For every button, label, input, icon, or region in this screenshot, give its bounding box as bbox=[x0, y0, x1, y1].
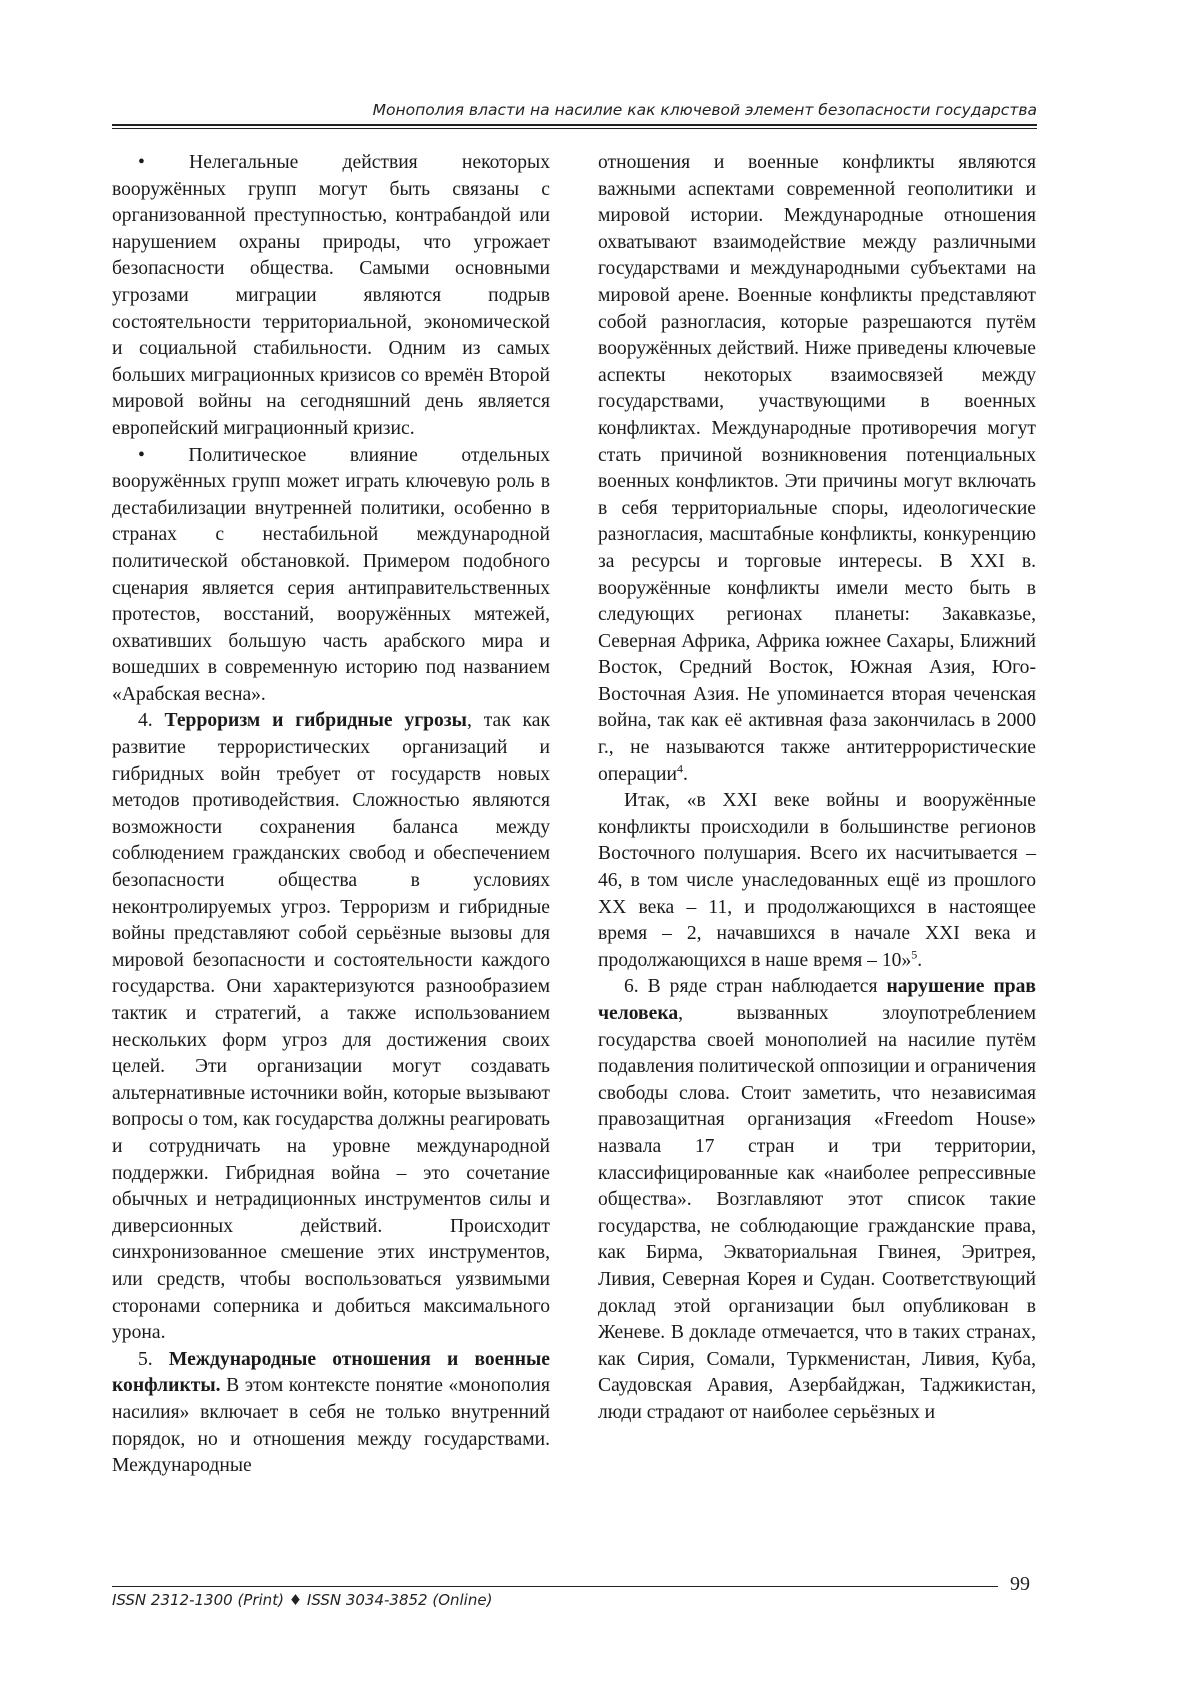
text-international-relations: В этом контексте понятие «монополия насилия» включает в себя не только внутренний порядок, но и отношения между государствами. Международные bbox=[112, 1375, 550, 1477]
item-number-4: 4. bbox=[138, 710, 153, 732]
header-rule-thick bbox=[112, 124, 1037, 126]
left-column bbox=[112, 150, 550, 1480]
text-human-rights: , вызванных злоупотреблением государства своей монополией на насилие путём подавления политической оппозиции и ограничения свободы слова. Стоит заметить, что независимая правозащитная организация «Freedom House» назвала 17 стран и три территории, классифицированные как «наиболее репрессивные общества». Возглавляют этот список такие государства, не соблюдающие гражданские права, как Бирма, Экваториальная Гвинея, Эритрея, Ливия, Северная Корея и Судан. Соответствующий доклад этой организации был опубликован в Женеве. В докладе отмечается, что в таких странах, как Сирия, Сомали, Туркменистан, Ливия, Куба, Саудовская Аравия, Азербайджан, Таджикистан, люди страдают от наиболее серьёзных и bbox=[598, 1003, 1036, 1423]
footnote-ref-4: 4 bbox=[676, 761, 683, 776]
item-number-5: 5. bbox=[138, 1348, 153, 1370]
issn-line: ISSN 2312-1300 (Print) ♦ ISSN 3034-3852 (Online) bbox=[112, 1591, 493, 1609]
heading-human-rights: нарушение прав человека bbox=[598, 976, 1037, 1024]
item-number-6: 6. В ряде стран наблюдается bbox=[624, 976, 887, 998]
running-title: Монополия власти на насилие как ключевой элемент безопасности государства bbox=[372, 101, 1037, 119]
paragraph-conflicts-continued: отношения и военные конфликты являются важными аспектами современной геополитики и мировой истории. Международные отношения охватывают взаимодействие между различными государствами и международными субъектами на мировой арене. Военные конфликты представляют собой разногласия, которые разрешаются путём вооружённых действий. Ниже приведены ключевые аспекты некоторых взаимосвязей между государствами, участвующими в военных конфликтах. Международные противоречия могут стать причиной возникновения потенциальных военных конфликтов. Эти причины могут включать в себя территориальные споры, идеологические разногласия, масштабные конфликты, конкуренцию за ресурсы и торговые интересы. В XXI в. вооружённые конфликты имели место быть в следующих регионах планеты: Закавказье, Северная Африка, Африка южнее Сахары, Ближний Восток, Средний Восток, Южная Азия, Юго-Восточная Азия. Не упоминается вторая чеченская война, так как её активная фаза закончилась в 2000 г., не называются также антитеррористические операции$^4$. bbox=[598, 152, 1036, 785]
footer-rule bbox=[112, 1586, 998, 1587]
paragraph-terrorism bbox=[112, 708, 550, 1346]
header-rule-thin bbox=[112, 128, 1037, 129]
paragraph-illegal-actions: • Нелегальные действия некоторых вооружённых групп могут быть связаны с организованной преступностью, контрабандой или нарушением охраны природы, что угрожает безопасности общества. Самыми основными угрозами миграции являются подрыв состоятельности территориальной, экономической и социальной стабильности. Одним из самых больших миграционных кризисов со времён Второй мировой войны на сегодняшний день является европейский миграционный кризис. bbox=[112, 152, 550, 439]
page-number: 99 bbox=[1010, 1573, 1030, 1595]
heading-international-relations: Международные отношения и военные конфликты. bbox=[112, 1348, 550, 1397]
paragraph-international-relations bbox=[112, 1347, 550, 1480]
paragraph-xxi-century: Итак, «в XXI веке войны и вооружённые конфликты происходили в большинстве регионов Восточного полушария. Всего их насчитывается – 46, в том числе унаследованных ещё из прошлого XX века – 11, и продолжающихся в настоящее время – 2, начавшихся в начале XXI века и продолжающихся в наше время – 10»$^5$. bbox=[598, 790, 1036, 971]
heading-terrorism: Терроризм и гибридные угрозы bbox=[164, 710, 467, 732]
paragraph-human-rights bbox=[598, 974, 1036, 1426]
footnote-ref-5: 5 bbox=[911, 947, 918, 962]
right-column bbox=[598, 150, 1036, 1427]
text-conflicts: отношения и военные конфликты являются важными аспектами современной геополитики и мировой истории. Международные отношения охватывают взаимодействие между различными государствами и международными субъектами на мировой арене. Военные конфликты представляют собой разногласия, которые разрешаются путём вооружённых действий. Ниже приведены ключевые аспекты некоторых взаимосвязей между государствами, участвующими в военных конфликтах. Международные противоречия могут стать причиной возникновения потенциальных военных конфликтов. Эти причины могут включать в себя территориальные споры, идеологические разногласия, масштабные конфликты, конкуренцию за ресурсы и торговые интересы. В XXI в. вооружённые конфликты имели место быть в следующих регионах планеты: Закавказье, Северная Африка, Африка южнее Сахары, Ближний Восток, Средний Восток, Южная Азия, Юго-Восточная Азия. Не упоминается вторая чеченская война, так как её активная фаза закончилась в 2000 г., не называются также антитеррористические операции bbox=[598, 152, 1036, 785]
text-xxi-century: Итак, «в XXI веке войны и вооружённые конфликты происходили в большинстве регионов Восточного полушария. Всего их насчитывается – 46, в том числе унаследованных ещё из прошлого XX века – 11, и продолжающихся в настоящее время – 2, начавшихся в начале XXI века и продолжающихся в наше время – 10» bbox=[598, 790, 1036, 971]
paragraph-political-influence: • Политическое влияние отдельных вооружённых групп может играть ключевую роль в дестабилизации внутренней политики, особенно в странах с нестабильной международной политической обстановкой. Примером подобного сценария является серия антиправительственных протестов, восстаний, вооружённых мятежей, охвативших большую часть арабского мира и вошедших в современную историю под названием «Арабская весна». bbox=[112, 444, 550, 705]
text-terrorism: , так как развитие террористических организаций и гибридных войн требует от государств новых методов противодействия. Сложностью являются возможности сохранения баланса между соблюдением гражданских свобод и обеспечением безопасности общества в условиях неконтролируемых угроз. Терроризм и гибридные войны представляют собой серьёзные вызовы для мировой безопасности и состоятельности каждого государства. Они характеризуются разнообразием тактик и стратегий, а также использованием нескольких форм угроз для достижения своих целей. Эти организации могут создавать альтернативные источники войн, которые вызывают вопросы о том, как государства должны реагировать и сотрудничать на уровне международной поддержки. Гибридная война – это сочетание обычных и нетрадиционных инструментов силы и диверсионных действий. Происходит синхронизованное смешение этих инструментов, или средств, чтобы воспользоваться уязвимыми сторонами соперника и добиться максимального урона. bbox=[112, 710, 550, 1344]
